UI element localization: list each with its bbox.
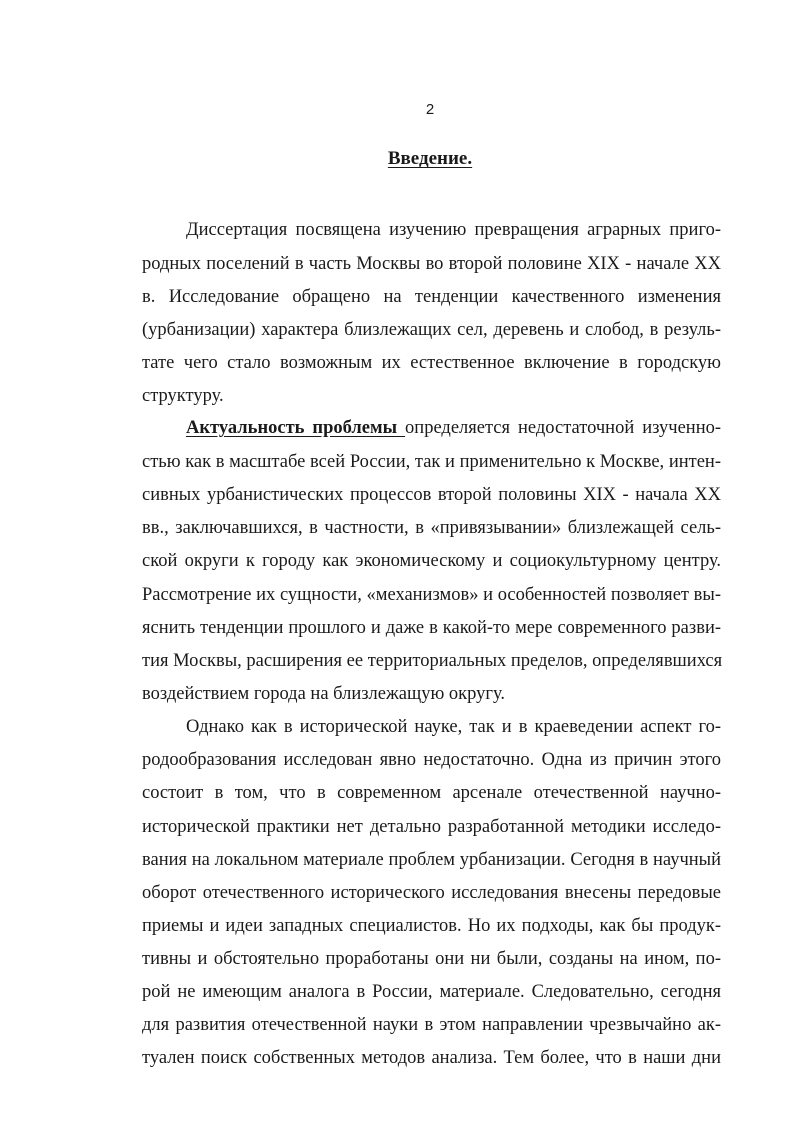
paragraph-line: ской округи к городу как экономическому и социокультурному центру. <box>142 551 721 571</box>
paragraph-line: тия Москвы, расширения ее территориальных пределов, определявшихся <box>142 651 723 671</box>
paragraph-line: рой не имеющим аналога в России, материале. Следовательно, сегодня <box>142 982 721 1002</box>
paragraph-line: Диссертация посвящена изучению превращения аграрных приго- <box>186 220 721 240</box>
paragraph-line: туален поиск собственных методов анализа. Тем более, что в наши дни <box>142 1048 721 1068</box>
paragraph-line: структуру. <box>142 386 224 406</box>
paragraph-line: Однако как в исторической науке, так и в краеведении аспект го- <box>186 717 721 737</box>
paragraph-line-lead <box>186 417 721 439</box>
paragraph-line: воздействием города на близлежащую округу. <box>142 684 506 704</box>
lead-term: Актуальность проблемы <box>186 418 406 438</box>
paragraph-line: сивных урбанистических процессов второй половины XIX - начала XX <box>142 485 721 505</box>
paragraph-line: вания на локальном материале проблем урбанизации. Сегодня в научный <box>142 850 721 870</box>
paragraph-line: вв., заключавшихся, в частности, в «привязывании» близлежащей сель- <box>142 518 721 538</box>
paragraph-line: тивны и обстоятельно проработаны они ни были, созданы на ином, по- <box>142 949 721 969</box>
paragraph-line: тате чего стало возможным их естественное включение в городскую <box>142 353 721 373</box>
section-heading: Введение. <box>387 148 473 169</box>
paragraph-line: для развития отечественной науки в этом направлении чрезвычайно ак- <box>142 1015 721 1035</box>
paragraph-line: оборот отечественного исторического исследования внесены передовые <box>142 883 721 903</box>
lead-continuation: определяется недостаточной изученно- <box>405 418 722 438</box>
paragraph-line: родообразования исследован явно недостаточно. Одна из причин этого <box>142 750 721 770</box>
paragraph-line: Рассмотрение их сущности, «механизмов» и особенностей позволяет вы- <box>142 585 721 605</box>
paragraph-line: стью как в масштабе всей России, так и применительно к Москве, интен- <box>142 452 721 472</box>
paragraph-line: приемы и идеи западных специалистов. Но их подходы, как бы продук- <box>142 916 721 936</box>
paragraph-line: родных поселений в часть Москвы во второй половине XIX - начале XX <box>142 254 721 274</box>
paragraph-line: (урбанизации) характера близлежащих сел, деревень и слобод, в резуль- <box>142 320 721 340</box>
paragraph-line: состоит в том, что в современном арсенале отечественной научно- <box>142 783 721 803</box>
paragraph-line: в. Исследование обращено на тенденции качественного изменения <box>142 287 721 307</box>
page-number: 2 <box>425 101 435 118</box>
paragraph-line: исторической практики нет детально разработанной методики исследо- <box>142 817 721 837</box>
paragraph-line: яснить тенденции прошлого и даже в какой-то мере современного разви- <box>142 618 721 638</box>
